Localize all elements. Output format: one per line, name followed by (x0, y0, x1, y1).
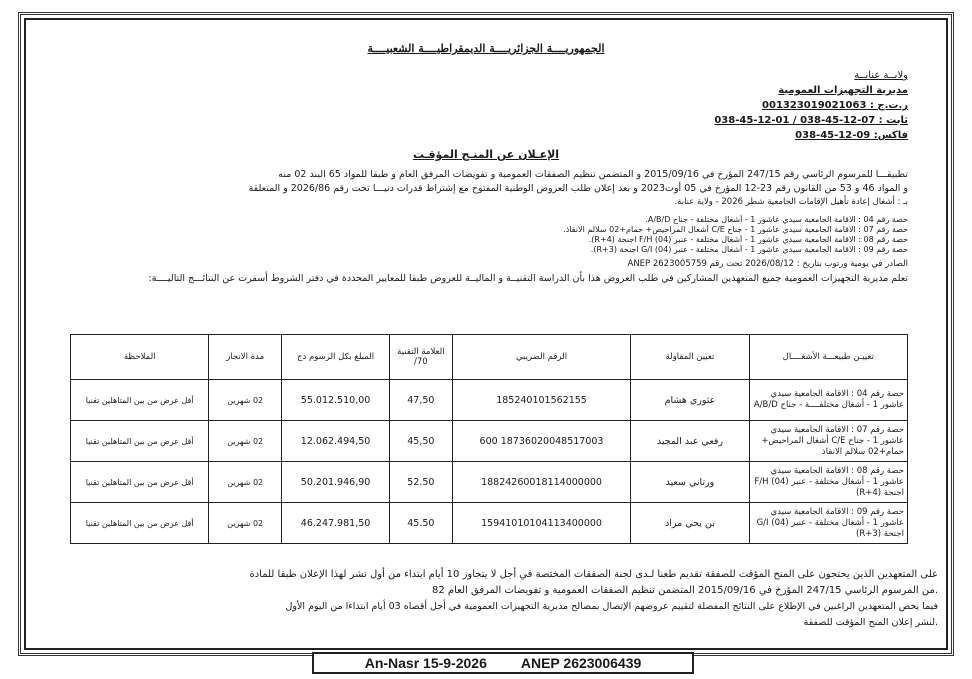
results-table (70, 334, 908, 544)
cell-amount: 55.012.510,00 (282, 380, 390, 421)
col-header-duration: مدة الانجاز (209, 335, 282, 380)
table-row (71, 462, 908, 503)
cell-tax: 15941010104113400000 (452, 503, 631, 544)
cell-project: حصة رقم 04 : الاقامة الجامعية سيدي عاشور 1 - أشغال مختلفــــة - جناح A/B/D (749, 380, 908, 421)
intro-line-1: تطبيقـــا للمرسوم الرئاسي رقم 247/15 المؤرخ في 2015/09/16 و المتضمن تنظيم الصفقات العمومية و تفويضات المرفق العام و طبقا للمواد 65 البند 02 منه (278, 169, 908, 180)
cell-amount: 46.247.981,50 (282, 503, 390, 544)
col-header-score: العلامة التقنية 70/ (390, 335, 453, 380)
table-row (71, 503, 908, 544)
lot-item: حصة رقم 07 : الاقامة الجامعية سيدي عاشور 1 - جناح C/E أشغال المراحيض+ حمام+02 سلالم الانقاذ. (563, 225, 908, 234)
col-header-tax: الرقم الضريبي (452, 335, 631, 380)
published-line: الصادر في يومية ورتوب بتاريخ : 2026/08/12 تحت رقم ANEP 2623005759 (627, 259, 908, 269)
wilaya-label: ولايــة عنابــة (854, 70, 908, 81)
cell-project: حصة رقم 07 : الاقامة الجامعية سيدي عاشور 1 - جناح C/E أشغال المراحيض+ حمام+02 سلالم الانقاذ (749, 421, 908, 462)
table-header-row (71, 335, 908, 380)
directorate-label: مديرية التجهيزات العمومية (778, 85, 908, 96)
cell-project: حصة رقم 08 : الاقامة الجامعية سيدي عاشور 1 - أشغال مختلفة - عنبر (04) F/H اجنحة (R+4) (749, 462, 908, 503)
col-header-amount: المبلغ بكل الرسوم دج (282, 335, 390, 380)
cell-duration: 02 شهرين (209, 380, 282, 421)
lot-item: حصة رقم 08 : الاقامة الجامعية سيدي عاشور 1 - أشغال مختلفة - عنبر (04) F/H اجنحة (R+4). (588, 235, 908, 244)
lot-item: حصة رقم 09 : الاقامة الجامعية سيدي عاشور 1 - أشغال مختلفة - عنبر (04) G/I اجنحة (R+3). (590, 245, 908, 254)
cell-tax: 18824260018114000000 (452, 462, 631, 503)
results-info-line-1: فيما يخص المتعهدين الراغبين في الإطلاع على النتائج المفصلة لتقييم عروضهم الإتصال بمصالح مديرية التجهيزات العمومية في أجل أقصاه 03 أيام ابتداءا من اليوم الأول (285, 601, 938, 612)
phone-label: ثابت : 07-12-45-038 / 01-12-45-038 (714, 115, 908, 126)
table-row (71, 380, 908, 421)
cell-note: أقل عرض من بين المتاهلين تقنيا (71, 503, 209, 544)
cell-tax: 185240101562155 (452, 380, 631, 421)
anep-number: ANEP 2623006439 (520, 655, 642, 671)
cell-score: 47,50 (390, 380, 453, 421)
results-info-line-2: لنشر إعلان المنح المؤقت للصفقة. (803, 617, 938, 628)
cell-score: 45,50 (390, 421, 453, 462)
newspaper-date: An-Nasr 15-9-2026 (364, 655, 487, 671)
cell-company: عثوري هشام (631, 380, 749, 421)
cell-company: رفعي عبد المجيد (631, 421, 749, 462)
col-header-project: تعييـن طبيعـــة الأشغــــال (749, 335, 908, 380)
republic-heading: الجمهوريــــة الجزائريــــة الديمقراطيــــة الشعبيــــة (367, 42, 605, 55)
issuer-block (714, 68, 908, 143)
nif-label: ر.ت.ج : 001323019021063 (762, 100, 908, 111)
cell-duration: 02 شهرين (209, 503, 282, 544)
col-header-note: الملاحظة (71, 335, 209, 380)
cell-tax: 18736020048517003 600 (452, 421, 631, 462)
appeal-line-1: على المتعهدين الذين يحتجون على المنح المؤقت للصفقة تقديم طعنا لـدى لجنة الصفقات المختصة في أجل لا يتجاوز 10 أيام ابتداء من أول نشر لهذا الإعلان طبقا للمادة (249, 569, 938, 580)
lot-item: حصة رقم 04 : الاقامة الجامعية سيدي عاشور 1 - أشغال مختلفة - جناح A/B/D. (645, 215, 908, 224)
cell-amount: 50.201.946,90 (282, 462, 390, 503)
cell-duration: 02 شهرين (209, 421, 282, 462)
inform-paragraph: تعلم مديرية التجهيزات العمومية جميع المتعهدين المشاركين في طلب العروض هذا بأن الدراسة التقنيــة و الماليــة للعروض طبقا للمعايير المحددة في دفتر الشروط أسفرت عن النتائـــج التاليــــة: (148, 273, 908, 284)
lots-list (208, 215, 908, 255)
appeal-line-2: 82 من المرسوم الرئاسي 247/15 المؤرخ في 2015/09/16 المتضمن تنظيم الصفقات العمومية و تفويضات المرفق العام. (432, 585, 938, 596)
intro-line-2: و المواد 46 و 53 من القانون رقم 23-12 المؤرخ في 05 أوت2023 و بعد إعلان طلب العروض الوطنية المفتوح مع إشتراط قدرات دنيـــا تحت رقم 2026/86 و المتعلقة (248, 183, 908, 194)
cell-company: ورتاني سعيد (631, 462, 749, 503)
cell-score: 52.50 (390, 462, 453, 503)
table-row (71, 421, 908, 462)
cell-company: بن يحي مراد (631, 503, 749, 544)
fax-label: فاكس: 09-12-45-038 (795, 130, 908, 141)
cell-note: أقل عرض من بين المتاهلين تقنيا (71, 380, 209, 421)
cell-note: أقل عرض من بين المتاهلين تقنيا (71, 462, 209, 503)
notice-title: الإعـلان عن المنـح المؤقـت (412, 148, 560, 161)
col-header-company: تعيين المقاولة (631, 335, 749, 380)
cell-note: أقل عرض من بين المتاهلين تقنيا (71, 421, 209, 462)
cell-project: حصة رقم 09 : الاقامة الجامعية سيدي عاشور 1 - أشغال مختلفة - عنبر (04) G/I اجنحة (R+3) (749, 503, 908, 544)
cell-duration: 02 شهرين (209, 462, 282, 503)
publication-stamp (312, 652, 694, 674)
cell-amount: 12.062.494,50 (282, 421, 390, 462)
intro-line-3: بـ : أشغال إعادة تأهيل الإقامات الجامعية شطر 2026 - ولاية عنابة. (674, 197, 908, 207)
cell-score: 45.50 (390, 503, 453, 544)
